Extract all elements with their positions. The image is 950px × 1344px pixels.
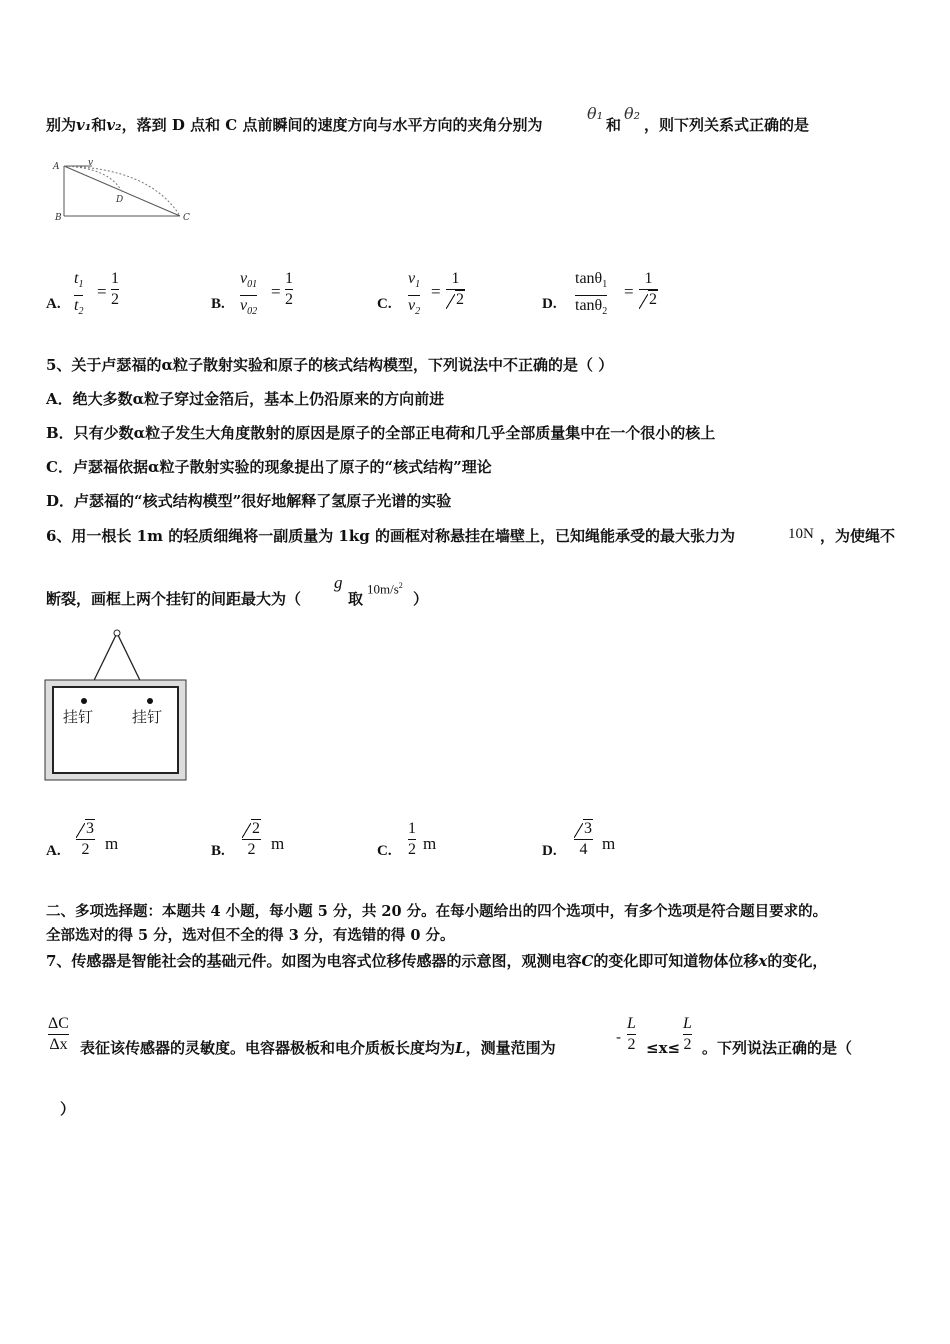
section2-line2: 全部选对的得 5 分，选对但不全的得 3 分，有选错的得 0 分。 [46,927,455,944]
q4-option-c-lhs: $v_1$ $v_2$ [408,270,421,317]
q6-option-c-unit: m [423,834,437,853]
q4-stem-end: ，则下列关系式正确的是 [644,116,810,134]
wall-nail-icon [114,630,120,636]
q4-option-c-label: C. [377,296,392,312]
label-d: D [116,195,124,205]
label-b: B [55,213,62,223]
q5-option-a: A．绝大多数α粒子穿过金箔后，基本上仍沿原来的方向前进 [46,390,445,408]
label-c: C [183,213,190,223]
q7-stem-3: 。下列说法正确的是（ [702,1039,853,1057]
label-v: v [88,158,94,168]
q7-stem-1: 7、传感器是智能社会的基础元件。如图为电容式位移传感器的示意图，观测电容C的变化即可知道物体位移x的变化， [46,952,828,970]
q6-g: g [334,573,343,592]
q6-option-b-unit: m [271,834,285,853]
q6-option-d-label: D. [542,843,557,859]
q6-stem-1: 6、用一根长 1m 的轻质细绳将一副质量为 1kg 的画框对称悬挂在墙壁上，已知绳能承受的最大张力为 [46,527,735,545]
q4-option-d-label: D. [542,296,557,312]
q6-tension: 10N [788,526,814,542]
q4-option-b-rhs: 1 2 [285,270,293,308]
q6-option-d-value: 3 4 [574,820,593,859]
q7-sensitivity-fraction: ΔC Δx [48,1015,69,1053]
nail-left-icon [81,698,87,704]
q6-stem-3: 断裂，画框上两个挂钉的间距最大为（ [46,590,302,608]
q6-stem-4: ） [413,590,429,608]
section2-line1: 二、多项选择题：本题共 4 小题，每小题 5 分，共 20 分。在每小题给出的四个选项中，有多个选项是符合题目要求的。 [46,903,828,920]
q5-option-d: D．卢瑟福的“核式结构模型”很好地解释了氢原子光谱的实验 [46,492,452,510]
q4-option-a-label: A. [46,296,61,312]
q7-range-right: L 2 [683,1015,692,1053]
nail-right-label: 挂钉 [132,708,163,726]
q4-option-d-lhs: tanθ$_1$ tanθ$_2$ [575,270,608,317]
q4-option-d-eq: = [624,282,634,301]
q5-stem: 5、关于卢瑟福的α粒子散射实验和原子的核式结构模型，下列说法中不正确的是（ ） [46,356,614,374]
q4-option-c-eq: = [431,282,441,301]
theta2-symbol: θ₂ [624,104,641,123]
q6-option-a-unit: m [105,834,119,853]
label-a: A [53,162,60,172]
q7-minus: - [616,1028,622,1046]
picture-frame-figure [44,625,190,785]
q7-stem-2: 表征该传感器的灵敏度。电容器极板和电介质板长度均为L，测量范围为 [80,1039,556,1057]
nail-left-label: 挂钉 [63,708,94,726]
q4-option-b-lhs: $v_{01}$ $v_{02}$ [240,270,258,317]
q6-stem-2: ，为使绳不 [820,527,896,545]
q6-gval: $10m/s^2$ [367,581,403,597]
q6-option-b-label: B. [211,843,225,859]
q4-option-b-eq: = [271,282,281,301]
q4-option-b-label: B. [211,296,225,312]
q6-option-c-label: C. [377,843,392,859]
q5-option-b: B．只有少数α粒子发生大角度散射的原因是原子的全部正电荷和几乎全部质量集中在一个很小的核上 [46,424,716,442]
frame-inner [53,687,178,773]
q6-option-b-value: 2 2 [242,820,261,859]
q6-option-d-unit: m [602,834,616,853]
q4-and: 和 [606,116,622,134]
q7-range-mid: ≤x≤ [646,1039,681,1057]
q4-option-a-eq: = [97,282,107,301]
q4-option-c-rhs: 1 2 [446,270,465,309]
q4-stem: 别为v₁和v₂，落到 D 点和 C 点前瞬间的速度方向与水平方向的夹角分别为 [46,116,543,134]
q5-option-c: C．卢瑟福依据α粒子散射实验的现象提出了原子的“核式结构”理论 [46,458,492,476]
theta1-symbol: θ₁ [587,104,604,123]
q6-option-c-value: 1 2 [408,820,416,858]
q7-range-left: L 2 [627,1015,636,1053]
projectile-figure [50,158,200,226]
q6-option-a-label: A. [46,843,61,859]
nail-right-icon [147,698,153,704]
q6-qu: 取 [348,590,364,608]
q4-option-a-rhs: 1 2 [111,270,119,308]
q6-option-a-value: 3 2 [76,820,95,859]
q4-option-d-rhs: 1 2 [639,270,658,309]
q7-close: ） [60,1100,76,1118]
q4-option-a-lhs: $t_1$ $t_2$ [74,270,84,317]
